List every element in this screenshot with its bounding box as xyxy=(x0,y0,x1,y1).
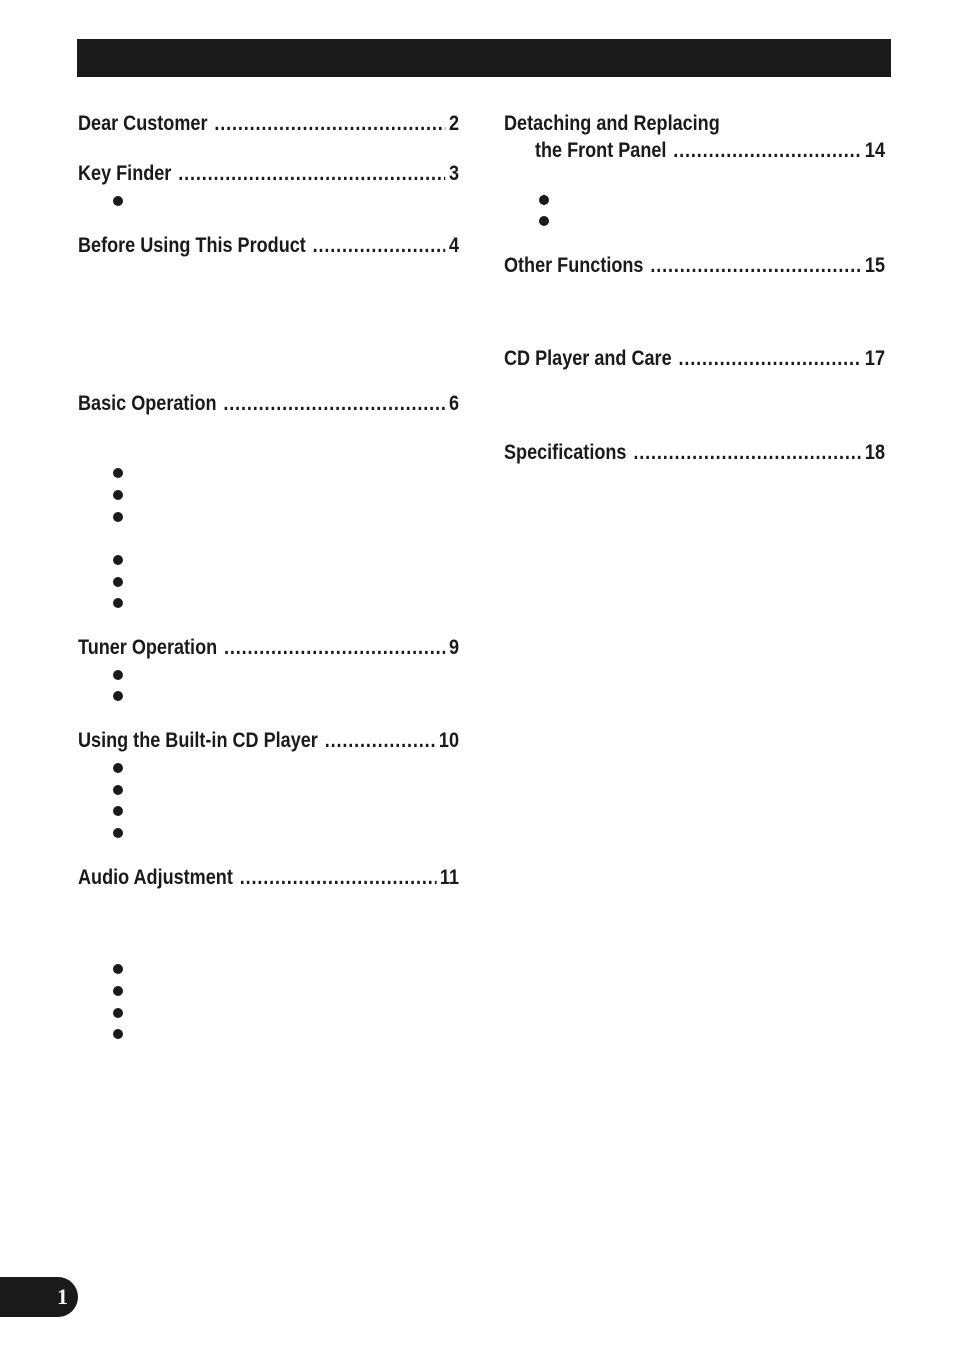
bullet-icon xyxy=(113,196,123,206)
bullet-icon xyxy=(113,598,123,608)
toc-entry-title: Other Functions xyxy=(504,254,644,277)
toc-entry-page: 10 xyxy=(438,729,459,752)
toc-entry-title: Detaching and Replacing xyxy=(504,112,720,135)
toc-entry-title: CD Player and Care xyxy=(504,347,672,370)
dot-leader xyxy=(673,138,861,164)
dot-leader xyxy=(240,865,437,891)
dot-leader xyxy=(633,440,861,466)
bullet-icon xyxy=(113,828,123,838)
dot-leader xyxy=(223,391,445,417)
toc-entry-page: 18 xyxy=(864,441,885,464)
toc-entry-title: Dear Customer xyxy=(78,112,208,135)
toc-entry-page: 6 xyxy=(448,392,459,415)
toc-entry-page: 14 xyxy=(864,139,885,162)
bullet-icon xyxy=(539,195,549,205)
toc-entry[interactable] xyxy=(504,346,885,372)
toc-entry-page: 3 xyxy=(448,162,459,185)
toc-entry-page: 11 xyxy=(439,866,459,889)
dot-leader xyxy=(679,346,862,372)
page-number: 1 xyxy=(57,1284,68,1309)
toc-entry[interactable] xyxy=(78,865,459,891)
bullet-icon xyxy=(113,512,123,522)
bullet-icon xyxy=(113,670,123,680)
toc-entry-page: 4 xyxy=(448,234,459,257)
bullet-icon xyxy=(539,216,549,226)
toc-entry-page: 9 xyxy=(448,636,459,659)
toc-entry-title-continued: the Front Panel xyxy=(534,139,667,162)
bullet-icon xyxy=(113,785,123,795)
toc-entry[interactable] xyxy=(78,161,459,187)
toc-entry-page: 2 xyxy=(448,112,459,135)
toc-entry-title: Tuner Operation xyxy=(78,636,218,659)
toc-entry[interactable] xyxy=(78,111,459,137)
bullet-icon xyxy=(113,986,123,996)
bullet-icon xyxy=(113,490,123,500)
toc-entry[interactable] xyxy=(504,253,885,279)
toc-entry-title: Key Finder xyxy=(78,162,172,185)
bullet-icon xyxy=(113,468,123,478)
toc-entry[interactable] xyxy=(504,111,885,164)
dot-leader xyxy=(224,635,445,661)
page-number-tab xyxy=(0,1277,78,1317)
bullet-icon xyxy=(113,1029,123,1039)
bullet-icon xyxy=(113,964,123,974)
bullet-icon xyxy=(113,691,123,701)
bullet-icon xyxy=(113,1008,123,1018)
toc-entry[interactable] xyxy=(78,391,459,417)
bullet-icon xyxy=(113,577,123,587)
toc-entry-title: Using the Built-in CD Player xyxy=(78,729,318,752)
toc-entry-title: Specifications xyxy=(504,441,627,464)
dot-leader xyxy=(214,111,445,137)
dot-leader xyxy=(325,728,436,754)
header-bar xyxy=(77,39,891,77)
toc-entry[interactable] xyxy=(504,440,885,466)
toc-entry-title: Basic Operation xyxy=(78,392,217,415)
toc-entry[interactable] xyxy=(78,635,459,661)
dot-leader xyxy=(650,253,861,279)
bullet-icon xyxy=(113,806,123,816)
dot-leader xyxy=(313,233,446,259)
toc-entry-page: 17 xyxy=(864,347,885,370)
toc-entry-title: Audio Adjustment xyxy=(78,866,233,889)
bullet-icon xyxy=(113,763,123,773)
toc-entry-page: 15 xyxy=(864,254,885,277)
dot-leader xyxy=(178,161,445,187)
toc-entry[interactable] xyxy=(78,233,459,259)
bullet-icon xyxy=(113,555,123,565)
toc-entry-title: Before Using This Product xyxy=(78,234,306,257)
toc-entry[interactable] xyxy=(78,728,459,754)
